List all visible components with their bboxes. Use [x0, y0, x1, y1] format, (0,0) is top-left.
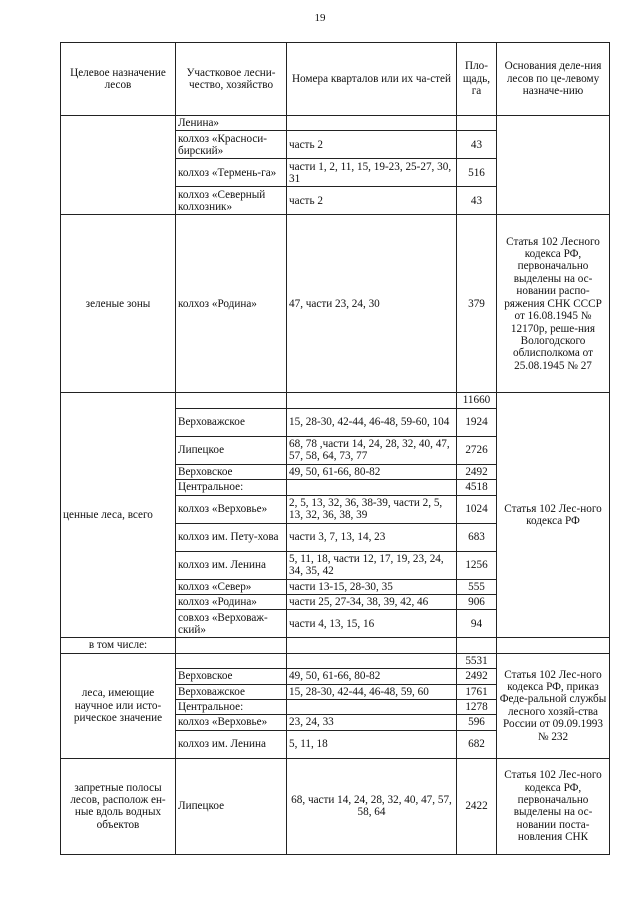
district-cell: Верховское: [176, 464, 287, 479]
area-cell: 596: [457, 715, 497, 730]
quarters-cell: 47, части 23, 24, 30: [287, 215, 457, 393]
district-cell: Ленина»: [176, 116, 287, 131]
area-cell: 1924: [457, 408, 497, 436]
area-cell: 43: [457, 187, 497, 215]
district-cell: Центральное:: [176, 700, 287, 715]
forest-purpose-table: [60, 42, 610, 855]
header-purpose: Целевое назначение лесов: [61, 43, 176, 116]
purpose-cell: зеленые зоны: [61, 215, 176, 393]
quarters-cell: [287, 700, 457, 715]
district-cell: колхоз «Термень-га»: [176, 159, 287, 187]
table-row-water: [61, 758, 610, 854]
quarters-cell: [287, 480, 457, 495]
district-cell: колхоз им. Ленина: [176, 551, 287, 579]
district-cell: Верховское: [176, 669, 287, 684]
area-cell: [457, 116, 497, 131]
district-cell: колхоз им. Пету-хова: [176, 523, 287, 551]
district-cell: Липецкое: [176, 436, 287, 464]
district-cell: колхоз «Верховье»: [176, 495, 287, 523]
header-district: Участковое лесни-чество, хозяйство: [176, 43, 287, 116]
area-cell: 2726: [457, 436, 497, 464]
table-row: [61, 116, 610, 131]
empty-cell: [497, 638, 610, 653]
area-cell: 1278: [457, 700, 497, 715]
quarters-cell: [287, 653, 457, 668]
quarters-cell: 68, части 14, 24, 28, 32, 40, 47, 57, 58, 64: [287, 758, 457, 854]
header-quarters: Номера кварталов или их ча-стей: [287, 43, 457, 116]
including-label: в том числе:: [61, 638, 176, 653]
district-cell: колхоз «Север»: [176, 579, 287, 594]
quarters-cell: части 13-15, 28-30, 35: [287, 579, 457, 594]
district-cell: Липецкое: [176, 758, 287, 854]
basis-cell: Статья 102 Лесного кодекса РФ, первоначально выделены на ос-новании распо-ряжения СНК СССР от 16.08.1945 № 12170р, реше-ния Вологодского облисполкома от 25.08.1945 № 27: [497, 215, 610, 393]
area-cell: 682: [457, 730, 497, 758]
district-cell: колхоз «Северный колхозник»: [176, 187, 287, 215]
district-cell: колхоз «Красноси-бирский»: [176, 131, 287, 159]
area-cell: 94: [457, 610, 497, 638]
area-cell: 1024: [457, 495, 497, 523]
area-cell: 43: [457, 131, 497, 159]
purpose-cell: леса, имеющие научное или исто-рическое значение: [61, 653, 176, 758]
area-cell: 555: [457, 579, 497, 594]
empty-cell: [457, 638, 497, 653]
district-cell: колхоз «Родина»: [176, 595, 287, 610]
district-cell: колхоз «Родина»: [176, 215, 287, 393]
quarters-cell: 49, 50, 61-66, 80-82: [287, 669, 457, 684]
area-cell: 683: [457, 523, 497, 551]
area-cell: 516: [457, 159, 497, 187]
header-basis: Основания деле-ния лесов по це-левому назначе-нию: [497, 43, 610, 116]
area-cell: 1256: [457, 551, 497, 579]
quarters-cell: части 25, 27-34, 38, 39, 42, 46: [287, 595, 457, 610]
empty-cell: [287, 638, 457, 653]
basis-cell: Статья 102 Лес-ного кодекса РФ, приказ Феде-ральной службы лесного хозяй-ства России от 09.09.1993 № 232: [497, 653, 610, 758]
quarters-cell: [287, 116, 457, 131]
district-cell: Верховажское: [176, 684, 287, 699]
quarters-cell: 68, 78 ,части 14, 24, 28, 32, 40, 47, 57, 58, 64, 73, 77: [287, 436, 457, 464]
district-cell: совхоз «Верховаж-ский»: [176, 610, 287, 638]
page-number: 19: [314, 12, 326, 24]
area-cell: 379: [457, 215, 497, 393]
quarters-cell: 15, 28-30, 42-44, 46-48, 59, 60: [287, 684, 457, 699]
area-cell: 1761: [457, 684, 497, 699]
table-row-green-zones: [61, 215, 610, 393]
quarters-cell: 49, 50, 61-66, 80-82: [287, 464, 457, 479]
district-cell: колхоз «Верховье»: [176, 715, 287, 730]
empty-cell: [176, 638, 287, 653]
purpose-cell-continued: [61, 116, 176, 215]
quarters-cell: части 1, 2, 11, 15, 19-23, 25-27, 30, 31: [287, 159, 457, 187]
quarters-cell: 5, 11, 18, части 12, 17, 19, 23, 24, 34, 35, 42: [287, 551, 457, 579]
table-row-valuable-total: [61, 393, 610, 408]
area-cell: 5531: [457, 653, 497, 668]
basis-cell: Статья 102 Лес-ного кодекса РФ: [497, 393, 610, 638]
area-cell: 4518: [457, 480, 497, 495]
area-cell: 11660: [457, 393, 497, 408]
basis-cell-continued: [497, 116, 610, 215]
purpose-cell: ценные леса, всего: [61, 393, 176, 638]
basis-cell: Статья 102 Лес-ного кодекса РФ, первоначально выделены на ос-новании поста-новления СНК: [497, 758, 610, 854]
quarters-cell: часть 2: [287, 131, 457, 159]
district-cell: колхоз им. Ленина: [176, 730, 287, 758]
quarters-cell: 5, 11, 18: [287, 730, 457, 758]
quarters-cell: части 3, 7, 13, 14, 23: [287, 523, 457, 551]
district-cell: [176, 653, 287, 668]
district-cell: [176, 393, 287, 408]
district-cell: Верховажское: [176, 408, 287, 436]
area-cell: 2492: [457, 464, 497, 479]
quarters-cell: 15, 28-30, 42-44, 46-48, 59-60, 104: [287, 408, 457, 436]
quarters-cell: часть 2: [287, 187, 457, 215]
area-cell: 2492: [457, 669, 497, 684]
district-cell: Центральное:: [176, 480, 287, 495]
table-row-including: [61, 638, 610, 653]
quarters-cell: части 4, 13, 15, 16: [287, 610, 457, 638]
quarters-cell: 23, 24, 33: [287, 715, 457, 730]
table-row-historical-total: [61, 653, 610, 668]
table-header-row: [61, 43, 610, 116]
area-cell: 2422: [457, 758, 497, 854]
quarters-cell: 2, 5, 13, 32, 36, 38-39, части 2, 5, 13, 32, 36, 38, 39: [287, 495, 457, 523]
purpose-cell: запретные полосы лесов, располож ен-ные вдоль водных объектов: [61, 758, 176, 854]
quarters-cell: [287, 393, 457, 408]
header-area: Пло-щадь, га: [457, 43, 497, 116]
area-cell: 906: [457, 595, 497, 610]
